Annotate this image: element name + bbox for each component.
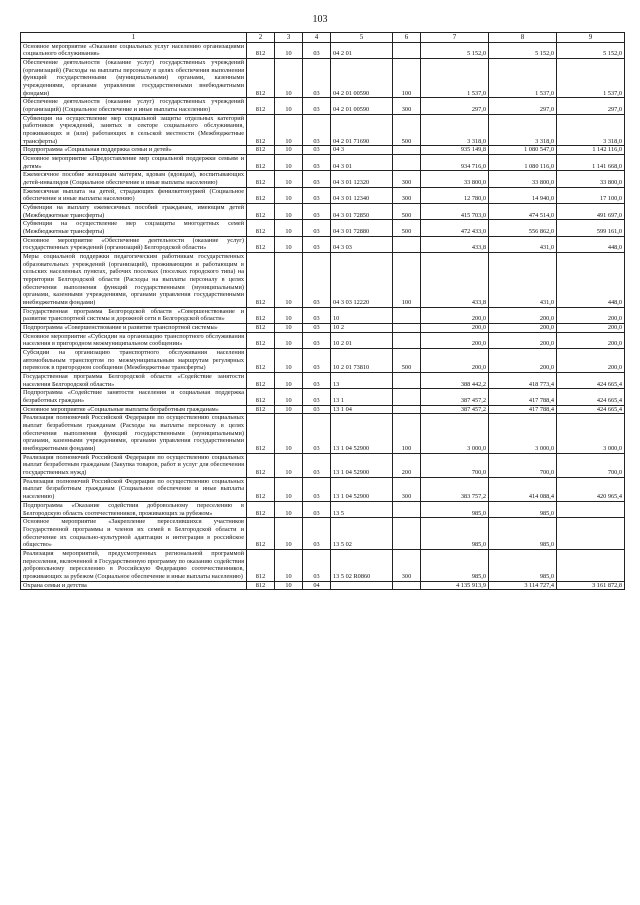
cell-target-code: 13 5 [331, 501, 393, 517]
cell-target-code: 13 1 [331, 389, 393, 405]
cell-target-code: 13 1 04 52900 [331, 477, 393, 501]
cell-amount-year-3: 17 100,0 [557, 187, 625, 203]
cell-chapter: 812 [247, 549, 275, 581]
cell-target-code [331, 581, 393, 590]
cell-amount-year-1: 4 135 913,9 [421, 581, 489, 590]
cell-chapter: 812 [247, 98, 275, 114]
cell-amount-year-1: 5 152,0 [421, 42, 489, 58]
table-row [21, 203, 625, 219]
table-row [21, 549, 625, 581]
cell-amount-year-3: 424 665,4 [557, 373, 625, 389]
cell-amount-year-2: 33 800,0 [489, 171, 557, 187]
cell-amount-year-3: 424 665,4 [557, 389, 625, 405]
cell-expense-type: 300 [393, 477, 421, 501]
cell-subsection: 03 [303, 405, 331, 414]
cell-section: 10 [275, 171, 303, 187]
cell-amount-year-3: 200,0 [557, 349, 625, 373]
table-row [21, 414, 625, 453]
cell-amount-year-3: 3 161 872,8 [557, 581, 625, 590]
cell-chapter: 812 [247, 187, 275, 203]
cell-target-code: 04 2 01 00590 [331, 58, 393, 97]
row-name: Меры социальной поддержки педагогическим работникам государственных образовательных учреждений (организаций), проживающим и работающим в сельских населенных пунктах, рабочих поселках (поселках городского типа) на территории Белгородской области (Расходы на выплаты персоналу в целях обеспечения выполнения функций государственными (муниципальными) органами, казенными учреждениями, органами управления государственными внебюджетными фондами) [21, 253, 247, 308]
row-name: Государственная программа Белгородской области «Совершенствование и развитие транспортной системы и дорожной сети в Белгородской области» [21, 307, 247, 323]
cell-subsection: 03 [303, 349, 331, 373]
cell-chapter: 812 [247, 58, 275, 97]
row-name: Ежемесячная выплата на детей, страдающих фенилкетонурией (Социальное обеспечение и иные выплаты населению) [21, 187, 247, 203]
cell-section: 10 [275, 236, 303, 252]
cell-amount-year-1: 433,8 [421, 253, 489, 308]
table-row [21, 253, 625, 308]
cell-amount-year-2: 3 318,0 [489, 114, 557, 146]
row-name: Субвенция на осуществление мер соцзащиты многодетных семей (Межбюджетные трансферты) [21, 220, 247, 236]
cell-subsection: 03 [303, 220, 331, 236]
cell-section: 10 [275, 220, 303, 236]
cell-amount-year-3 [557, 518, 625, 550]
cell-amount-year-3: 297,0 [557, 98, 625, 114]
cell-amount-year-3 [557, 549, 625, 581]
cell-expense-type: 100 [393, 414, 421, 453]
cell-amount-year-1: 388 442,2 [421, 373, 489, 389]
row-name: Охрана семьи и детства [21, 581, 247, 590]
cell-amount-year-2: 414 088,4 [489, 477, 557, 501]
column-header: 7 [421, 33, 489, 43]
cell-amount-year-2: 200,0 [489, 324, 557, 333]
cell-amount-year-3 [557, 501, 625, 517]
cell-expense-type: 300 [393, 549, 421, 581]
table-body [21, 42, 625, 590]
table-row [21, 581, 625, 590]
cell-subsection: 03 [303, 253, 331, 308]
cell-target-code: 04 3 [331, 146, 393, 155]
cell-amount-year-2: 431,0 [489, 236, 557, 252]
cell-expense-type [393, 332, 421, 348]
cell-amount-year-2: 200,0 [489, 349, 557, 373]
cell-target-code: 04 3 03 12220 [331, 253, 393, 308]
column-header: 6 [393, 33, 421, 43]
cell-section: 10 [275, 477, 303, 501]
cell-expense-type [393, 501, 421, 517]
cell-chapter: 812 [247, 581, 275, 590]
cell-target-code: 13 1 04 52900 [331, 414, 393, 453]
cell-amount-year-3: 1 537,0 [557, 58, 625, 97]
cell-section: 10 [275, 349, 303, 373]
cell-chapter: 812 [247, 236, 275, 252]
cell-expense-type: 500 [393, 349, 421, 373]
cell-section: 10 [275, 187, 303, 203]
column-header: 8 [489, 33, 557, 43]
cell-chapter: 812 [247, 203, 275, 219]
cell-amount-year-1: 387 457,2 [421, 389, 489, 405]
cell-amount-year-2: 985,0 [489, 518, 557, 550]
cell-chapter: 812 [247, 42, 275, 58]
cell-amount-year-1: 985,0 [421, 501, 489, 517]
cell-subsection: 03 [303, 477, 331, 501]
cell-section: 10 [275, 518, 303, 550]
cell-amount-year-1: 383 757,2 [421, 477, 489, 501]
cell-amount-year-1: 200,0 [421, 307, 489, 323]
cell-expense-type [393, 42, 421, 58]
row-name: Подпрограмма «Содействие занятости населения и социальная поддержка безработных граждан» [21, 389, 247, 405]
table-row [21, 405, 625, 414]
cell-amount-year-2: 297,0 [489, 98, 557, 114]
cell-expense-type [393, 236, 421, 252]
table-row [21, 154, 625, 170]
cell-amount-year-3: 448,0 [557, 236, 625, 252]
cell-section: 10 [275, 453, 303, 477]
cell-section: 10 [275, 581, 303, 590]
row-name: Реализация мероприятий, предусмотренных региональной программой переселения, включенной в Государственную программу по оказанию содействия добровольному переселению в Российскую Федерацию соотечественников, проживающих за рубежом (Социальное обеспечение и иные выплаты населению) [21, 549, 247, 581]
cell-section: 10 [275, 373, 303, 389]
cell-subsection: 03 [303, 389, 331, 405]
cell-amount-year-1: 472 433,0 [421, 220, 489, 236]
cell-amount-year-3: 424 665,4 [557, 405, 625, 414]
cell-target-code: 04 3 01 72850 [331, 203, 393, 219]
cell-target-code: 13 1 04 52900 [331, 453, 393, 477]
cell-chapter: 812 [247, 171, 275, 187]
cell-section: 10 [275, 98, 303, 114]
cell-amount-year-2: 200,0 [489, 307, 557, 323]
cell-chapter: 812 [247, 154, 275, 170]
cell-expense-type: 100 [393, 253, 421, 308]
cell-amount-year-2: 3 114 727,4 [489, 581, 557, 590]
cell-amount-year-2: 200,0 [489, 332, 557, 348]
cell-subsection: 03 [303, 42, 331, 58]
cell-chapter: 812 [247, 453, 275, 477]
cell-expense-type: 300 [393, 98, 421, 114]
row-name: Государственная программа Белгородской области «Содействие занятости населения Белгородской области» [21, 373, 247, 389]
cell-amount-year-2: 474 514,0 [489, 203, 557, 219]
table-row [21, 324, 625, 333]
cell-target-code: 04 3 01 [331, 154, 393, 170]
table-row [21, 477, 625, 501]
cell-subsection: 03 [303, 171, 331, 187]
cell-chapter: 812 [247, 349, 275, 373]
cell-expense-type [393, 581, 421, 590]
budget-table [20, 32, 625, 590]
cell-section: 10 [275, 154, 303, 170]
cell-expense-type: 500 [393, 114, 421, 146]
cell-target-code: 04 3 01 72880 [331, 220, 393, 236]
cell-amount-year-3: 200,0 [557, 324, 625, 333]
cell-expense-type: 100 [393, 58, 421, 97]
cell-amount-year-1: 3 318,0 [421, 114, 489, 146]
cell-amount-year-2: 985,0 [489, 501, 557, 517]
column-header: 3 [275, 33, 303, 43]
cell-section: 10 [275, 42, 303, 58]
row-name: Реализация полномочий Российской Федерации по осуществлению социальных выплат безработным гражданам (Социальное обеспечение и иные выплаты населению) [21, 477, 247, 501]
table-row [21, 501, 625, 517]
cell-section: 10 [275, 501, 303, 517]
cell-expense-type: 300 [393, 171, 421, 187]
cell-amount-year-2: 14 940,0 [489, 187, 557, 203]
cell-target-code: 04 2 01 71690 [331, 114, 393, 146]
cell-expense-type [393, 307, 421, 323]
table-row [21, 373, 625, 389]
table-row [21, 58, 625, 97]
cell-amount-year-3: 700,0 [557, 453, 625, 477]
cell-expense-type: 500 [393, 203, 421, 219]
row-name: Основное мероприятие «Закрепление переселившихся участников Государственной программы и членов их семей в Белгородской области и обеспечение их социально-культурной адаптации и интеграции в российское общество» [21, 518, 247, 550]
cell-amount-year-3: 1 141 668,0 [557, 154, 625, 170]
cell-subsection: 03 [303, 154, 331, 170]
cell-amount-year-3: 33 800,0 [557, 171, 625, 187]
cell-amount-year-2: 1 080 116,0 [489, 154, 557, 170]
cell-amount-year-2: 431,0 [489, 253, 557, 308]
cell-amount-year-1: 985,0 [421, 549, 489, 581]
table-row [21, 349, 625, 373]
cell-chapter: 812 [247, 253, 275, 308]
cell-amount-year-1: 33 800,0 [421, 171, 489, 187]
table-row [21, 236, 625, 252]
cell-subsection: 03 [303, 58, 331, 97]
header-row [21, 33, 625, 43]
cell-amount-year-1: 200,0 [421, 332, 489, 348]
cell-subsection: 03 [303, 549, 331, 581]
cell-section: 10 [275, 332, 303, 348]
table-row [21, 187, 625, 203]
cell-target-code: 04 2 01 [331, 42, 393, 58]
cell-chapter: 812 [247, 518, 275, 550]
cell-section: 10 [275, 389, 303, 405]
cell-amount-year-3: 491 697,0 [557, 203, 625, 219]
cell-target-code: 04 3 01 12320 [331, 171, 393, 187]
row-name: Основное мероприятие «Предоставление мер социальной поддержки семьям и детям» [21, 154, 247, 170]
cell-subsection: 03 [303, 98, 331, 114]
cell-amount-year-2: 556 862,0 [489, 220, 557, 236]
cell-subsection: 03 [303, 324, 331, 333]
cell-amount-year-1: 3 000,0 [421, 414, 489, 453]
cell-amount-year-2: 5 152,0 [489, 42, 557, 58]
cell-amount-year-2: 3 000,0 [489, 414, 557, 453]
cell-expense-type [393, 518, 421, 550]
cell-subsection: 03 [303, 501, 331, 517]
cell-expense-type [393, 146, 421, 155]
table-row [21, 453, 625, 477]
cell-amount-year-3: 5 152,0 [557, 42, 625, 58]
row-name: Субсидии на организацию транспортного обслуживания населения автомобильным транспортом по межмуниципальным маршрутам регулярных перевозок в пригородном сообщении (Межбюджетные трансферты) [21, 349, 247, 373]
cell-amount-year-3: 3 318,0 [557, 114, 625, 146]
cell-subsection: 03 [303, 307, 331, 323]
cell-expense-type: 500 [393, 220, 421, 236]
cell-chapter: 812 [247, 307, 275, 323]
cell-target-code: 10 2 [331, 324, 393, 333]
cell-chapter: 812 [247, 389, 275, 405]
cell-chapter: 812 [247, 146, 275, 155]
table-row [21, 518, 625, 550]
cell-amount-year-3: 599 161,0 [557, 220, 625, 236]
cell-target-code: 04 3 03 [331, 236, 393, 252]
cell-subsection: 03 [303, 414, 331, 453]
cell-chapter: 812 [247, 220, 275, 236]
row-name: Реализация полномочий Российской Федерации по осуществлению социальных выплат безработным гражданам (Расходы на выплаты персоналу в целях обеспечения выполнения функций государственными (муниципальными) органами, казенными учреждениями, органами управления государственными внебюджетными фондами) [21, 414, 247, 453]
cell-target-code: 13 [331, 373, 393, 389]
cell-target-code: 13 5 02 [331, 518, 393, 550]
cell-section: 10 [275, 114, 303, 146]
cell-target-code: 10 2 01 [331, 332, 393, 348]
cell-chapter: 812 [247, 114, 275, 146]
cell-amount-year-3: 448,0 [557, 253, 625, 308]
cell-expense-type [393, 373, 421, 389]
cell-target-code: 13 1 04 [331, 405, 393, 414]
row-name: Основное мероприятие «Обеспечение деятельности (оказание услуг) государственных учреждений (организаций) Белгородской области» [21, 236, 247, 252]
cell-section: 10 [275, 203, 303, 219]
column-header: 2 [247, 33, 275, 43]
row-name: Основное мероприятие «Социальные выплаты безработным гражданам» [21, 405, 247, 414]
table-row [21, 389, 625, 405]
cell-amount-year-1: 387 457,2 [421, 405, 489, 414]
row-name: Подпрограмма «Совершенствование и развитие транспортной системы» [21, 324, 247, 333]
cell-amount-year-2: 700,0 [489, 453, 557, 477]
cell-section: 10 [275, 405, 303, 414]
row-name: Субвенция на выплату ежемесячных пособий гражданам, имеющим детей (Межбюджетные трансферты) [21, 203, 247, 219]
cell-chapter: 812 [247, 405, 275, 414]
cell-amount-year-2: 418 773,4 [489, 373, 557, 389]
table-row [21, 220, 625, 236]
cell-section: 10 [275, 253, 303, 308]
column-header: 5 [331, 33, 393, 43]
cell-section: 10 [275, 549, 303, 581]
row-name: Субвенция на осуществление мер социальной защиты отдельных категорий работников учреждений, занятых в секторе социального обслуживания, проживающих и (или) работающих в сельской местности (Межбюджетные трансферты) [21, 114, 247, 146]
row-name: Подпрограмма «Оказание содействия добровольному переселению в Белгородскую область соотечественников, проживающих за рубежом» [21, 501, 247, 517]
cell-amount-year-2: 985,0 [489, 549, 557, 581]
table-row [21, 42, 625, 58]
cell-amount-year-2: 417 788,4 [489, 405, 557, 414]
cell-chapter: 812 [247, 373, 275, 389]
cell-expense-type: 300 [393, 187, 421, 203]
cell-amount-year-2: 1 537,0 [489, 58, 557, 97]
cell-chapter: 812 [247, 501, 275, 517]
column-header: 9 [557, 33, 625, 43]
cell-section: 10 [275, 146, 303, 155]
cell-expense-type [393, 154, 421, 170]
column-header: 1 [21, 33, 247, 43]
cell-chapter: 812 [247, 332, 275, 348]
cell-target-code: 10 2 01 73810 [331, 349, 393, 373]
cell-amount-year-2: 1 080 547,0 [489, 146, 557, 155]
cell-target-code: 10 [331, 307, 393, 323]
cell-amount-year-1: 700,0 [421, 453, 489, 477]
cell-subsection: 03 [303, 518, 331, 550]
row-name: Ежемесячное пособие женщинам матерям, вдовам (вдовцам), воспитывающих детей-инвалидов (Социальное обеспечение и иные выплаты населению) [21, 171, 247, 187]
cell-amount-year-1: 433,8 [421, 236, 489, 252]
row-name: Обеспечение деятельности (оказание услуг) государственных учреждений (организаций) (Расходы на выплаты персоналу в целях обеспечения выполнения функций государственными (муниципальными) органами, казенными учреждениями, органами управления государственными внебюджетными фондами) [21, 58, 247, 97]
table-row [21, 332, 625, 348]
cell-subsection: 03 [303, 373, 331, 389]
cell-expense-type [393, 324, 421, 333]
cell-target-code: 04 2 01 00590 [331, 98, 393, 114]
cell-chapter: 812 [247, 477, 275, 501]
cell-section: 10 [275, 324, 303, 333]
cell-amount-year-2: 417 788,4 [489, 389, 557, 405]
cell-chapter: 812 [247, 414, 275, 453]
cell-expense-type: 200 [393, 453, 421, 477]
table-row [21, 98, 625, 114]
cell-amount-year-3: 3 000,0 [557, 414, 625, 453]
row-name: Основное мероприятие «Оказание социальных услуг населению организациями социального обслуживания» [21, 42, 247, 58]
cell-expense-type [393, 405, 421, 414]
cell-amount-year-3: 200,0 [557, 307, 625, 323]
cell-amount-year-1: 934 716,0 [421, 154, 489, 170]
cell-subsection: 03 [303, 453, 331, 477]
cell-subsection: 03 [303, 203, 331, 219]
cell-chapter: 812 [247, 324, 275, 333]
row-name: Подпрограмма «Социальная поддержка семьи и детей» [21, 146, 247, 155]
cell-subsection: 03 [303, 332, 331, 348]
cell-expense-type [393, 389, 421, 405]
cell-subsection: 03 [303, 187, 331, 203]
table-row [21, 114, 625, 146]
table-row [21, 146, 625, 155]
cell-amount-year-1: 200,0 [421, 324, 489, 333]
cell-amount-year-1: 12 780,0 [421, 187, 489, 203]
table-row [21, 171, 625, 187]
page-number: 103 [312, 14, 328, 25]
cell-amount-year-3: 1 142 116,0 [557, 146, 625, 155]
row-name: Обеспечение деятельности (оказание услуг) государственных учреждений (организаций) (Социальное обеспечение и иные выплаты населению) [21, 98, 247, 114]
cell-amount-year-1: 1 537,0 [421, 58, 489, 97]
cell-section: 10 [275, 414, 303, 453]
cell-amount-year-1: 985,0 [421, 518, 489, 550]
cell-target-code: 04 3 01 12340 [331, 187, 393, 203]
cell-subsection: 03 [303, 114, 331, 146]
cell-amount-year-1: 415 703,0 [421, 203, 489, 219]
cell-amount-year-1: 297,0 [421, 98, 489, 114]
cell-amount-year-3: 420 965,4 [557, 477, 625, 501]
cell-subsection: 03 [303, 146, 331, 155]
cell-subsection: 04 [303, 581, 331, 590]
cell-amount-year-3: 200,0 [557, 332, 625, 348]
column-header: 4 [303, 33, 331, 43]
cell-amount-year-1: 935 149,8 [421, 146, 489, 155]
cell-target-code: 13 5 02 R0860 [331, 549, 393, 581]
cell-section: 10 [275, 307, 303, 323]
cell-subsection: 03 [303, 236, 331, 252]
table-row [21, 307, 625, 323]
row-name: Реализация полномочий Российской Федерации по осуществлению социальных выплат безработным гражданам (Закупка товаров, работ и услуг для обеспечения государственных нужд) [21, 453, 247, 477]
cell-amount-year-1: 200,0 [421, 349, 489, 373]
cell-section: 10 [275, 58, 303, 97]
row-name: Основное мероприятие «Субсидии на организацию транспортного обслуживания населения в пригородном межмуниципальном сообщении» [21, 332, 247, 348]
